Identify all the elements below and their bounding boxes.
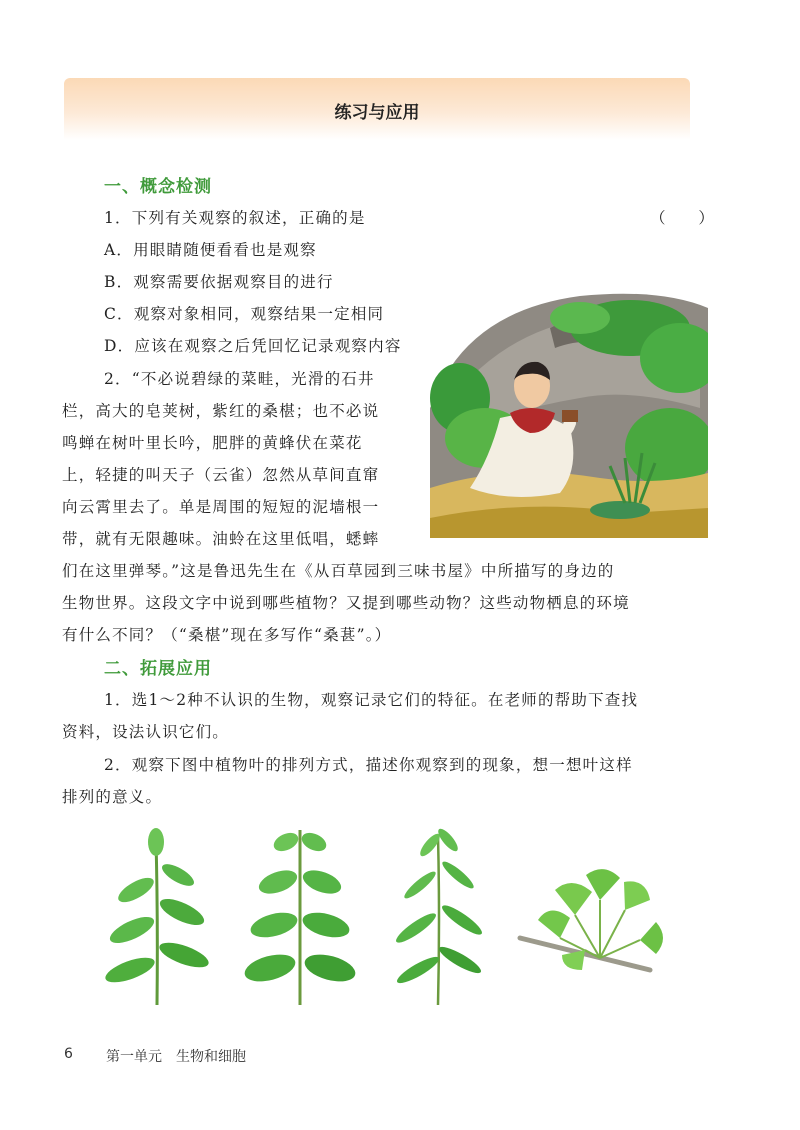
ext-q1-line: 1．选1～2种不认识的生物，观察记录它们的特征。在老师的帮助下查找 bbox=[104, 691, 639, 709]
plant-alternate-leaves bbox=[102, 828, 211, 1005]
q2-line: 上，轻捷的叫天子（云雀）忽然从草间直窜 bbox=[62, 466, 380, 484]
exercise-banner bbox=[64, 78, 690, 140]
ext-q2-line: 排列的意义。 bbox=[62, 788, 163, 806]
q1-option-a: A．用眼睛随便看看也是观察 bbox=[104, 241, 317, 259]
leaf-arrangement-figure bbox=[100, 820, 680, 1010]
plant-whorled-leaves bbox=[393, 826, 485, 1005]
q2-line: 有什么不同？（“桑椹”现在多写作“桑葚”。） bbox=[62, 626, 392, 644]
q2-line: 生物世界。这段文字中说到哪些植物？又提到哪些动物？这些动物栖息的环境 bbox=[62, 594, 630, 612]
q2-line: 栏，高大的皂荚树，紫红的桑椹；也不必说 bbox=[62, 402, 380, 420]
section-heading-extended-application: 二、拓展应用 bbox=[104, 659, 212, 679]
q2-line: 们在这里弹琴。”这是鲁迅先生在《从百草园到三味书屋》中所描写的身边的 bbox=[62, 562, 615, 580]
q1-stem: 1．下列有关观察的叙述，正确的是 bbox=[104, 209, 366, 227]
ext-q1-line: 资料，设法认识它们。 bbox=[62, 723, 230, 741]
q1-option-b: B．观察需要依据观察目的进行 bbox=[104, 273, 334, 291]
q1-option-c: C．观察对象相同，观察结果一定相同 bbox=[104, 305, 385, 323]
plant-clustered-leaves bbox=[520, 869, 663, 970]
q2-line: 带，就有无限趣味。油蛉在这里低唱，蟋蟀 bbox=[62, 530, 380, 548]
section-heading-concept-check: 一、概念检测 bbox=[104, 177, 212, 197]
ext-q2-line: 2．观察下图中植物叶的排列方式，描述你观察到的现象，想一想叶这样 bbox=[104, 756, 633, 774]
page-number: 6 bbox=[64, 1046, 73, 1062]
banner-title: 练习与应用 bbox=[334, 103, 420, 123]
answer-parentheses: （ ） bbox=[650, 209, 728, 227]
q2-line: 鸣蝉在树叶里长吟，肥胖的黄蜂伏在菜花 bbox=[62, 434, 363, 452]
q2-line: 2．“不必说碧绿的菜畦，光滑的石井 bbox=[104, 370, 375, 388]
q1-option-d: D．应该在观察之后凭回忆记录观察内容 bbox=[104, 337, 402, 355]
q2-line: 向云霄里去了。单是周围的短短的泥墙根一 bbox=[62, 498, 380, 516]
garden-boy-illustration bbox=[430, 288, 708, 538]
unit-title: 第一单元 生物和细胞 bbox=[106, 1049, 246, 1065]
plant-opposite-leaves bbox=[242, 829, 358, 1005]
